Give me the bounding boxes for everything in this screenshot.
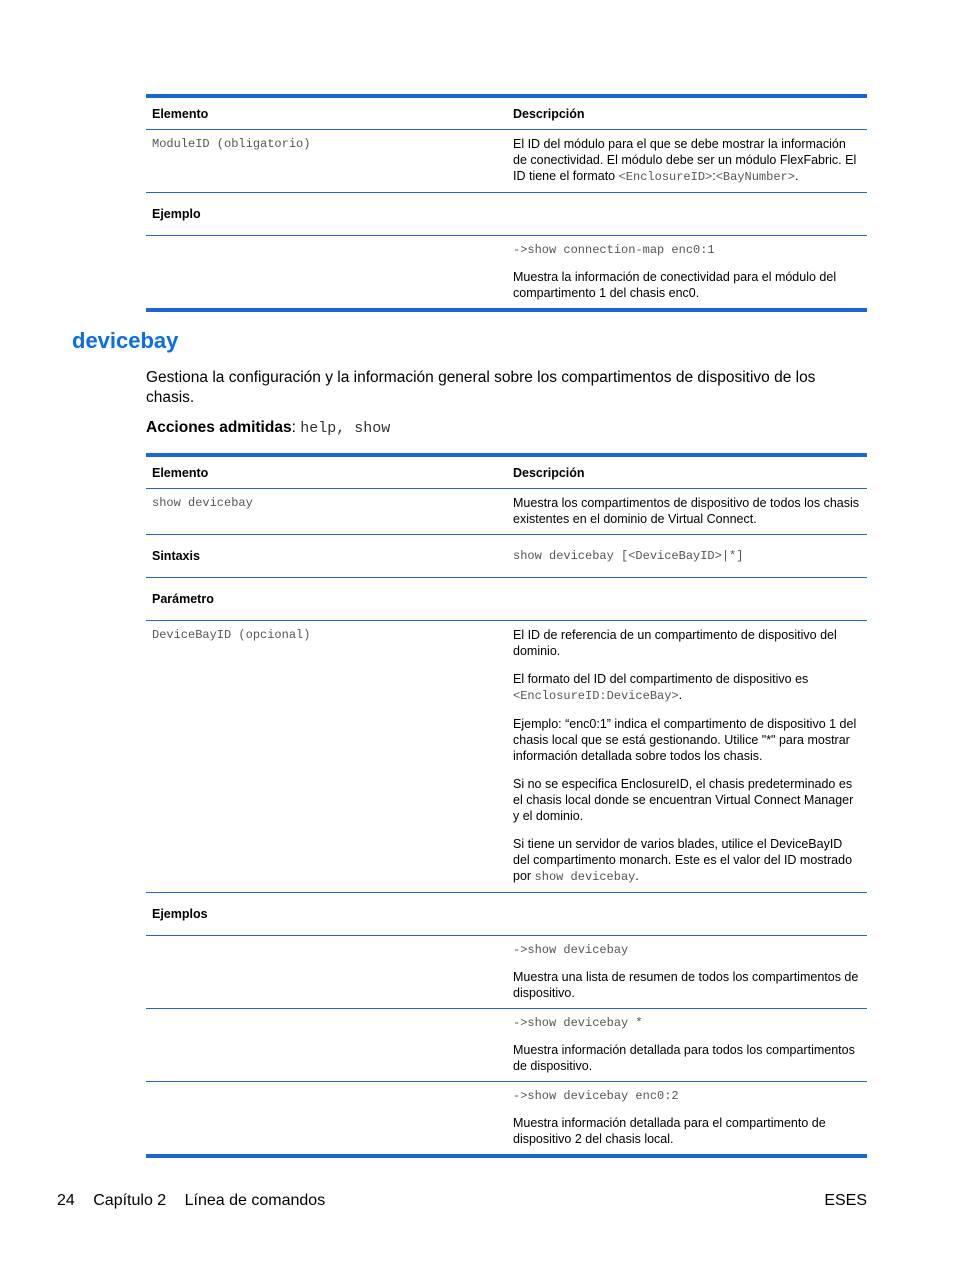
page-footer [57, 1192, 867, 1210]
parameter-description [507, 621, 867, 893]
param-text: Si tiene un servidor de varios blades, utilice el DeviceBayID del compartimento monarch. Este es el valor del ID mostrado por [513, 837, 853, 883]
code-enclosureid: <EnclosureID> [618, 170, 713, 184]
table-row [146, 236, 867, 311]
element-description [507, 130, 867, 193]
table-row [146, 535, 867, 578]
example-cell [507, 1082, 867, 1157]
chapter-title: Línea de comandos [184, 1192, 326, 1209]
element-show-devicebay: show devicebay [146, 489, 507, 535]
period-text: . [678, 688, 683, 702]
element-description: Muestra los compartimentos de dispositivo de todos los chasis existentes en el dominio de Virtual Connect. [507, 489, 867, 535]
section-intro: Gestiona la configuración y la información general sobre los compartimentos de dispositivo de los chasis. [146, 369, 816, 406]
example-cell [507, 236, 867, 311]
param-paragraph [513, 836, 861, 885]
example-command: ->show connection-map enc0:1 [513, 243, 715, 257]
element-moduleid: ModuleID (obligatorio) [146, 130, 507, 193]
description-text: El ID del módulo para el que se debe mostrar la información de conectividad. El módulo debe ser un módulo FlexFabric. El ID tiene el formato [513, 137, 857, 183]
locale-code: ESES [824, 1192, 867, 1209]
syntax-label: Sintaxis [146, 535, 507, 578]
example-label: Ejemplo [146, 193, 507, 236]
param-paragraph: Si no se especifica EnclosureID, el chasis predeterminado es el chasis local donde se encuentran Virtual Connect Manager y el dominio. [513, 777, 854, 823]
header-element: Elemento [146, 96, 507, 130]
table-row [146, 1082, 867, 1157]
code-show-devicebay: show devicebay [534, 870, 636, 884]
examples-label: Ejemplos [146, 893, 507, 936]
header-description: Descripción [507, 455, 867, 489]
table-row [146, 193, 867, 236]
connection-map-table [146, 94, 867, 312]
example-description: Muestra una lista de resumen de todos los compartimentos de dispositivo. [513, 970, 859, 1000]
param-paragraph [513, 671, 861, 704]
period-text: . [635, 869, 639, 883]
syntax-value: show devicebay [<DeviceBayID>|*] [507, 535, 867, 578]
example-description: Muestra información detallada para el compartimento de dispositivo 2 del chasis local. [513, 1116, 826, 1146]
actions-separator: : [291, 419, 301, 436]
example-command: ->show devicebay enc0:2 [513, 1089, 679, 1103]
section-title: devicebay [72, 328, 179, 353]
separator-text: : [712, 169, 716, 183]
table-row [146, 130, 867, 193]
param-paragraph: El ID de referencia de un compartimento de dispositivo del dominio. [513, 628, 837, 658]
example-command: ->show devicebay * [513, 1016, 643, 1030]
parameter-label: Parámetro [146, 578, 507, 621]
page-number: 24 [57, 1192, 75, 1209]
param-paragraph: Ejemplo: “enc0:1” indica el compartimento de dispositivo 1 del chasis local que se está gestionando. Utilice "*" para mostrar información detallada sobre todos los chasis. [513, 717, 857, 763]
actions-label: Acciones admitidas [146, 419, 292, 436]
code-baynumber: <BayNumber> [715, 170, 795, 184]
table-row [146, 936, 867, 1009]
example-cell [507, 936, 867, 1009]
period-text: . [794, 169, 799, 183]
devicebay-table [146, 453, 867, 1158]
supported-actions [146, 419, 390, 437]
table-header-row [146, 455, 867, 489]
example-command: ->show devicebay [513, 943, 629, 957]
example-cell [507, 1009, 867, 1082]
table-row [146, 489, 867, 535]
table-row [146, 1009, 867, 1082]
param-text: El formato del ID del compartimento de dispositivo es [513, 672, 809, 686]
table-header-row [146, 96, 867, 130]
table-row [146, 621, 867, 893]
table-row [146, 578, 867, 621]
parameter-devicebayid: DeviceBayID (opcional) [146, 621, 507, 893]
header-element: Elemento [146, 455, 507, 489]
example-description: Muestra la información de conectividad para el módulo del compartimento 1 del chasis enc0. [513, 270, 837, 300]
header-description: Descripción [507, 96, 867, 130]
example-description: Muestra información detallada para todos los compartimentos de dispositivo. [513, 1043, 855, 1073]
chapter-label: Capítulo 2 [93, 1192, 167, 1209]
actions-value: help, show [300, 420, 391, 437]
code-enclosureid-devicebay: <EnclosureID:DeviceBay> [513, 689, 679, 703]
table-row [146, 893, 867, 936]
